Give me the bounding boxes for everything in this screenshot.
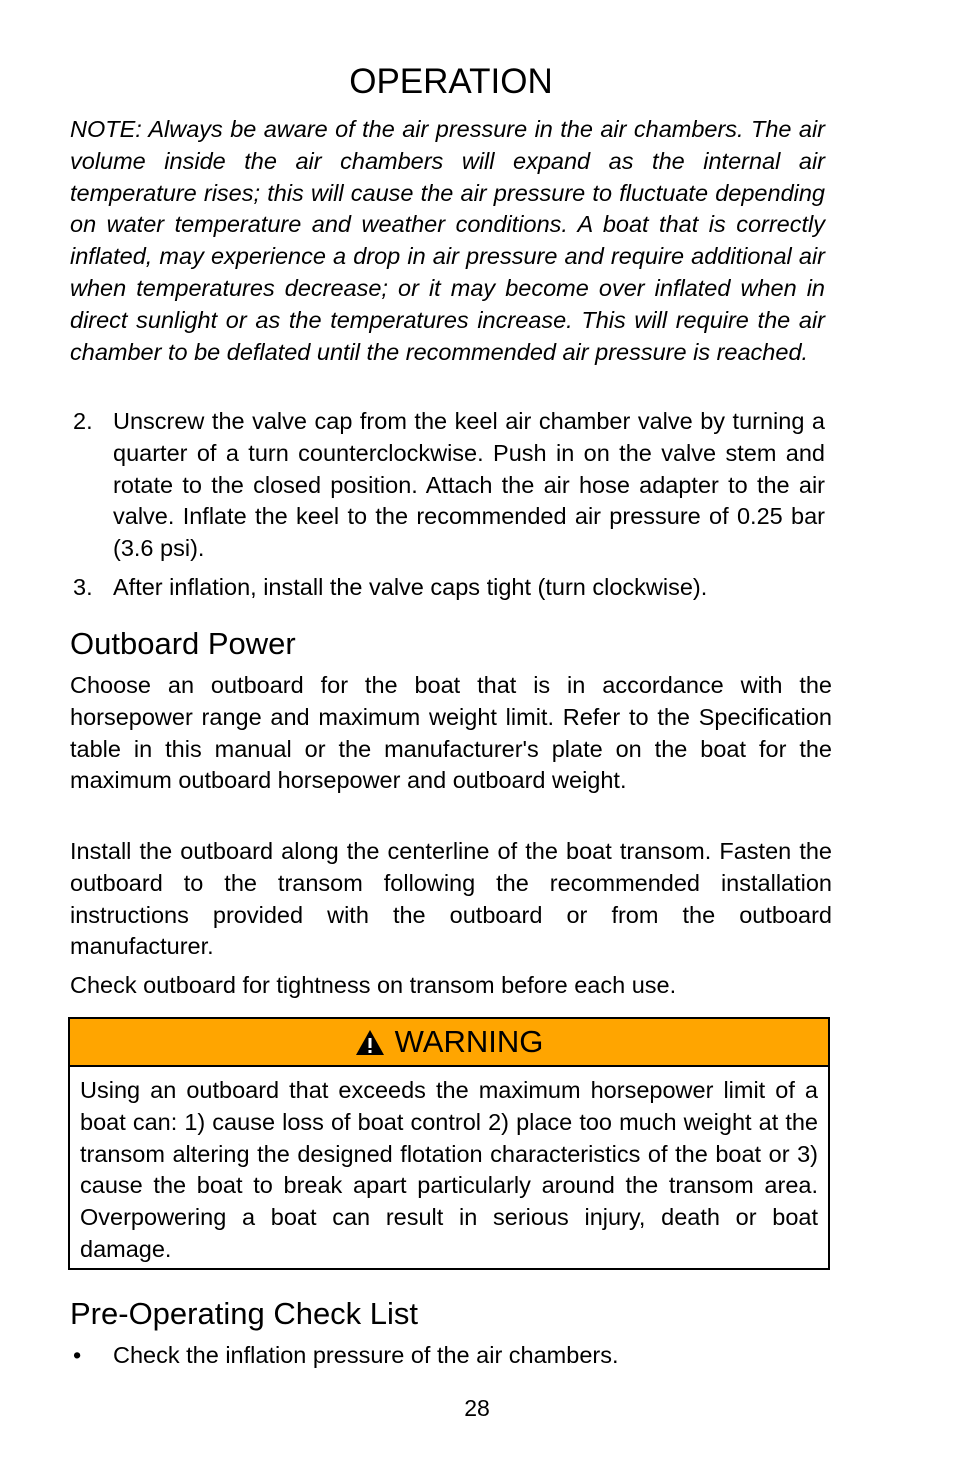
checklist-item-text: Check the inflation pressure of the air chambers. (113, 1342, 619, 1368)
warning-header (70, 1019, 828, 1067)
warning-box (68, 1017, 830, 1270)
step-item (70, 406, 825, 565)
step-number: 3. (73, 573, 93, 600)
step-text: Unscrew the valve cap from the keel air chamber valve by turning a quarter of a turn counterclockwise. Push in on the valve stem and rotate to the closed position. Attach the air hose adapter to the air valve. Inflate the keel to the recommended air pressure of 0.25 bar (3.6 psi). (113, 408, 825, 562)
step-item (70, 572, 825, 604)
bullet-icon: • (73, 1342, 82, 1368)
section-title: OPERATION (349, 62, 553, 101)
pre-operating-heading: Pre-Operating Check List (70, 1296, 419, 1331)
warning-triangle-icon (355, 1029, 385, 1056)
step-text: After inflation, install the valve caps tight (turn clockwise). (113, 573, 708, 600)
outboard-paragraph: Choose an outboard for the boat that is in accordance with the horsepower range and maximum weight limit. Refer to the Specification table in this manual or the manufacturer's plate on the boat for the maximum outboard horsepower and outboard weight. (70, 672, 832, 794)
warning-title: WARNING (394, 1024, 544, 1059)
step-number: 2. (73, 408, 93, 434)
warning-text: Using an outboard that exceeds the maximum horsepower limit of a boat can: 1) cause loss of boat control 2) place too much weight at the transom altering the designed flotation characteristics of the boat or 3) cause the boat to break apart particularly around the transom area. Overpowering a boat can result in serious injury, death or boat damage. (80, 1077, 818, 1262)
page-number: 28 (464, 1395, 490, 1421)
note-text: Always be aware of the air pressure in the air chambers. The air volume inside the air chambers will expand as the internal air temperature rises; this will cause the air pressure to fluctuate depending on water temperature and weather conditions. A boat that is correctly inflated, may experience a drop in air pressure and require additional air when temperatures decrease; or it may become over inflated when in direct sunlight or as the temperatures increase. This will require the air chamber to be deflated until the recommended air pressure is reached. (70, 116, 825, 365)
outboard-paragraph: Check outboard for tightness on transom before each use. (70, 972, 677, 998)
checklist (70, 1340, 832, 1372)
note-paragraph (70, 114, 825, 368)
note-label: NOTE: (70, 116, 142, 142)
outboard-power-heading: Outboard Power (70, 626, 296, 661)
outboard-paragraph: Install the outboard along the centerline of the boat transom. Fasten the outboard to the transom following the recommended installation instructions provided with the outboard or from the outboard manufacturer. (70, 838, 832, 960)
checklist-item (70, 1340, 832, 1372)
step-list (70, 406, 825, 611)
